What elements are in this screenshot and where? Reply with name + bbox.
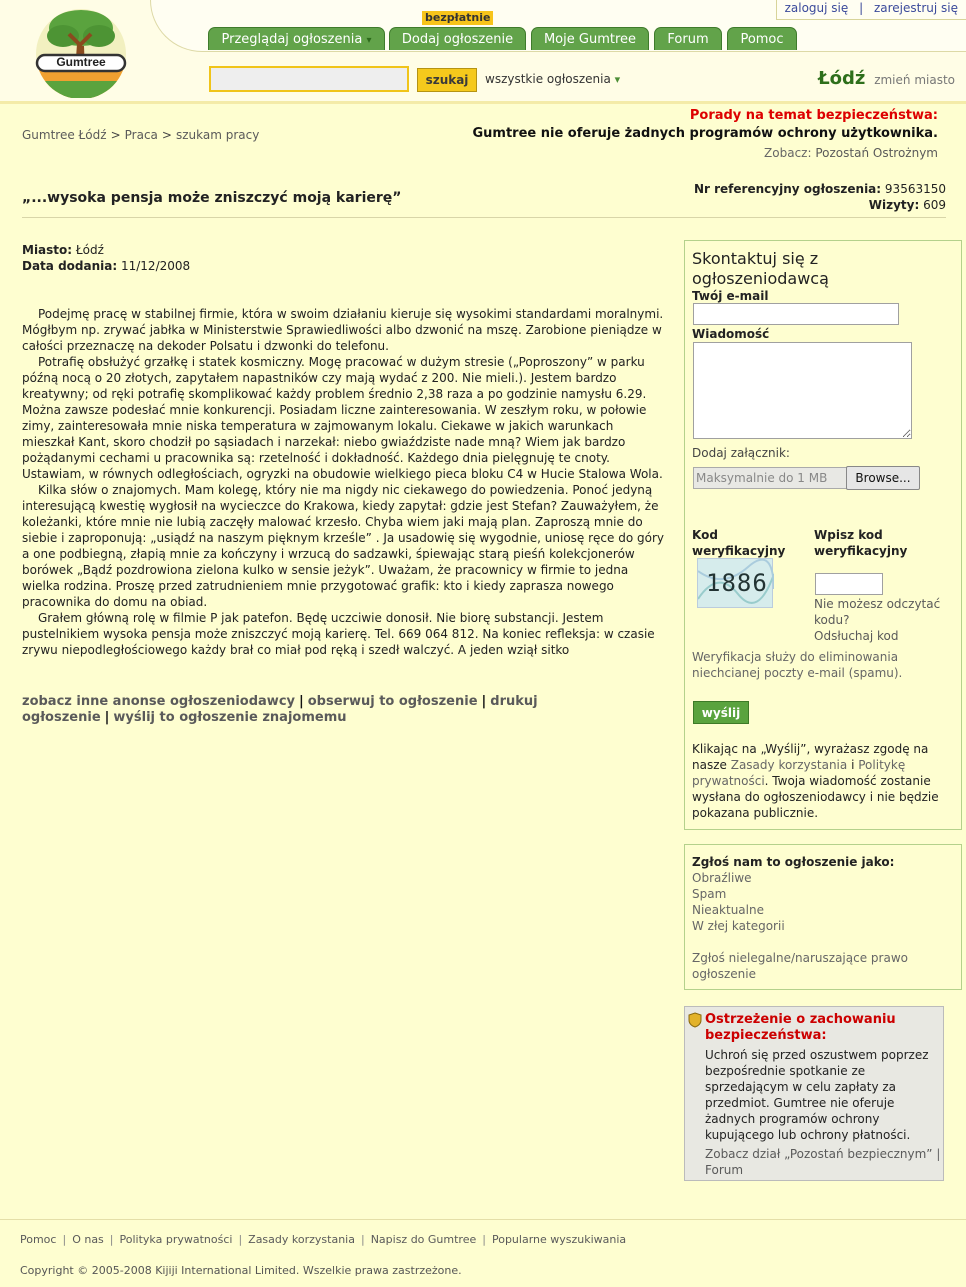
search-button[interactable]: szukaj bbox=[417, 68, 477, 92]
footer-links bbox=[20, 1233, 626, 1246]
stay-careful-link[interactable]: Pozostań Ostrożnym bbox=[815, 146, 938, 160]
visits-label: Wizyty: bbox=[868, 198, 920, 212]
register-link[interactable]: zarejestruj się bbox=[873, 1, 958, 15]
tab-browse-ads-label: Przeglądaj ogłoszenia bbox=[221, 32, 363, 47]
footer-popular-searches-link[interactable]: Popularne wyszukiwania bbox=[491, 1233, 627, 1246]
date-value: 11/12/2008 bbox=[120, 259, 191, 273]
captcha-help bbox=[814, 596, 954, 644]
chevron-down-icon: ▾ bbox=[614, 73, 621, 86]
top-links-separator: | bbox=[859, 1, 864, 15]
captcha-image bbox=[697, 558, 773, 608]
tab-add-ad-label: Dodaj ogłoszenie bbox=[401, 32, 514, 47]
footer-separator: | bbox=[62, 1233, 67, 1246]
search-scope-label: wszystkie ogłoszenia bbox=[485, 72, 611, 86]
ad-paragraph: Kilka słów o znajomych. Mam kolegę, który nie ma nigdy nic ciekawego do powiedzenia. Ponoć jedyną interesującą kwestię wygłosił na wycieczce do Krakowa, kiedy zapytał: gdzie jest Stefan? Zauważyłem, że koleżanki, które mnie nie lubią zaczęły malować krzesło. Chyba wiem jaki mają plan. Zaproszą mnie do siebie i zaproponują: „usiądź na naszym pięknym krześle” . Ja usadowię się wygodnie, uniosę ręce do góry a one podbiegną, złapią mnie za kończyny i wrzucą do sadzawki, śpiewając starą pieśń kolekcjonerów borówek „Bądź pozdrowiona zielona kulko w sensie jeżyk”. Uważam, że pracownicy w firmie to jedna wielka rodzina. Proszę przed zatrudnieniem mnie przygotować grafik: kto i kiedy zaprasza nowego pracownika do domu na obiad. bbox=[22, 483, 664, 609]
ref-number: 93563150 bbox=[884, 182, 946, 196]
city-label: Miasto: bbox=[22, 243, 73, 257]
report-wrong-category[interactable]: W złej kategorii bbox=[692, 919, 785, 933]
watch-ad-link[interactable]: obserwuj to ogłoszenie bbox=[307, 694, 478, 709]
city-value: Łódź bbox=[75, 243, 104, 257]
enter-code-label: Wpisz kod weryfikacyjny bbox=[814, 528, 908, 558]
contact-form bbox=[684, 240, 962, 830]
breadcrumb-subcategory[interactable]: szukam pracy bbox=[175, 128, 260, 142]
ad-reference bbox=[694, 181, 946, 213]
footer-terms-link[interactable]: Zasady korzystania bbox=[248, 1233, 355, 1246]
tree-logo-icon bbox=[33, 6, 129, 98]
captcha-text: 1886 bbox=[706, 569, 768, 597]
breadcrumb bbox=[22, 128, 259, 142]
ad-paragraph: Grałem główną rolę w filmie P jak patefon. Będę uczciwie donosił. Nie biorę substancji. Jestem pustelnikiem wysoka pensja może zniszczyć moją karierę. Tel. 669 064 812. Na koniec refleksja: w czasie zrywu niepodległościowego każdy brał co miał pod ręką i szedł walczyć. A jeden wziął sitko bbox=[22, 611, 655, 657]
forum-link[interactable]: Forum bbox=[705, 1163, 744, 1177]
current-city: Łódź bbox=[818, 68, 866, 89]
footer-separator: | bbox=[109, 1233, 114, 1246]
warning-links-separator: | bbox=[936, 1147, 941, 1161]
tab-add-ad[interactable] bbox=[389, 27, 526, 50]
search-input[interactable] bbox=[209, 66, 409, 92]
city-selector bbox=[818, 68, 955, 89]
footer-privacy-link[interactable]: Polityka prywatności bbox=[119, 1233, 233, 1246]
ad-meta bbox=[22, 242, 190, 274]
site-header bbox=[0, 0, 966, 104]
captcha-input[interactable] bbox=[815, 573, 883, 595]
report-spam[interactable]: Spam bbox=[692, 887, 727, 901]
report-ad-box bbox=[684, 844, 962, 990]
ref-label: Nr referencyjny ogłoszenia: bbox=[693, 182, 882, 196]
breadcrumb-home[interactable]: Gumtree Łódź bbox=[22, 128, 107, 142]
tab-forum[interactable] bbox=[654, 27, 722, 50]
warning-title: Ostrzeżenie o zachowaniu bezpieczeństwa: bbox=[705, 1012, 896, 1043]
date-label: Data dodania: bbox=[22, 259, 118, 273]
safety-warning-box bbox=[684, 1006, 944, 1181]
terms-link[interactable]: Zasady korzystania bbox=[730, 758, 848, 772]
login-link[interactable]: zaloguj się bbox=[784, 1, 849, 15]
consent-and: i bbox=[851, 758, 855, 772]
verification-note: Weryfikacja służy do eliminowania niechcianej poczty e-mail (spamu). bbox=[692, 650, 903, 680]
safety-see-prefix: Zobacz: bbox=[764, 146, 812, 160]
footer-about-link[interactable]: O nas bbox=[72, 1233, 104, 1246]
report-heading: Zgłoś nam to ogłoszenie jako: bbox=[692, 855, 895, 869]
privacy-link[interactable]: Politykę prywatności bbox=[692, 758, 906, 788]
footer-contact-link[interactable]: Napisz do Gumtree bbox=[370, 1233, 477, 1246]
message-field[interactable] bbox=[693, 342, 912, 439]
consent-text-start: Klikając na „Wyślij”, wyrażasz zgodę na nasze bbox=[692, 742, 929, 772]
email-label: Twój e-mail bbox=[692, 289, 769, 303]
browse-button[interactable]: Browse... bbox=[846, 466, 920, 490]
footer-help-link[interactable]: Pomoc bbox=[20, 1233, 57, 1246]
consent-text bbox=[692, 741, 954, 821]
report-offensive[interactable]: Obraźliwe bbox=[692, 871, 752, 885]
action-separator: | bbox=[481, 694, 487, 709]
footer-separator: | bbox=[482, 1233, 486, 1246]
safety-tips-heading: Porady na temat bezpieczeństwa: bbox=[689, 108, 938, 123]
title-divider bbox=[22, 217, 946, 218]
send-to-friend-link[interactable]: wyślij to ogłoszenie znajomemu bbox=[113, 710, 347, 725]
contact-title: Skontaktuj się z ogłoszeniodawcą bbox=[692, 249, 829, 288]
consent-text-end: . Twoja wiadomość zostanie wysłana do ogłoszeniodawcy i nie będzie pokazana publicznie. bbox=[692, 774, 939, 820]
footer-separator: | bbox=[238, 1233, 243, 1246]
other-ads-link[interactable]: zobacz inne anonse ogłoszeniodawcy bbox=[22, 694, 295, 709]
report-illegal[interactable]: Zgłoś nielegalne/naruszające prawo ogłoszenie bbox=[692, 951, 908, 981]
send-button[interactable]: wyślij bbox=[693, 701, 749, 724]
attachment-field[interactable]: Maksymalnie do 1 MB bbox=[693, 467, 847, 489]
logo-text: Gumtree bbox=[56, 55, 106, 69]
ad-title: „...wysoka pensja może zniszczyć moją karierę” bbox=[22, 190, 402, 206]
warning-text: Uchroń się przed oszustwem poprzez bezpośrednie spotkanie ze sprzedającym w celu zapłaty za przedmiot. Gumtree nie oferuje żadnych programów ochrony kupującego lub ochrony płatności. bbox=[705, 1048, 929, 1142]
account-links bbox=[776, 0, 966, 20]
footer-divider bbox=[0, 1219, 966, 1220]
change-city-link[interactable]: zmień miasto bbox=[874, 73, 955, 87]
ad-paragraph: Podejmę pracę w stabilnej firmie, która w swoim działaniu kieruje się wysokimi standardami moralnymi. Mógłbym np. zrywać jabłka w Ministerstwie Sprawiedliwości albo dzwonić na mszę. Zarobione pieniądze w całości przeznaczę na dekoder Polsatu i dzwonki do telefonu. bbox=[22, 307, 664, 353]
free-badge: bezpłatnie bbox=[422, 11, 493, 25]
action-separator: | bbox=[299, 694, 304, 709]
breadcrumb-category[interactable]: Praca bbox=[124, 128, 158, 142]
email-field[interactable] bbox=[693, 303, 899, 325]
code-label: Kod weryfikacyjny bbox=[692, 528, 786, 558]
footer-separator: | bbox=[360, 1233, 365, 1246]
ad-description bbox=[22, 306, 665, 658]
action-separator: | bbox=[104, 710, 110, 725]
breadcrumb-separator: > bbox=[110, 128, 121, 142]
stay-safe-link[interactable]: Zobacz dział „Pozostań bezpiecznym” bbox=[705, 1147, 933, 1161]
chevron-down-icon: ▾ bbox=[366, 35, 372, 46]
visits-count: 609 bbox=[923, 198, 946, 212]
ad-actions bbox=[22, 694, 662, 726]
shield-icon bbox=[688, 1012, 702, 1028]
gumtree-logo[interactable] bbox=[33, 6, 129, 98]
warning-links bbox=[705, 1146, 941, 1178]
tab-help-label: Pomoc bbox=[740, 32, 784, 47]
tab-help[interactable] bbox=[727, 27, 797, 50]
safety-tips bbox=[473, 108, 939, 162]
tab-my-gumtree[interactable] bbox=[531, 27, 649, 50]
message-label: Wiadomość bbox=[692, 327, 770, 341]
copyright: Copyright © 2005-2008 Kijiji International Limited. Wszelkie prawa zastrzeżone. bbox=[20, 1264, 462, 1277]
ad-paragraph: Potrafię obsłużyć grzałkę i statek kosmiczny. Mogę pracować w dużym stresie („Poproszony” w parku późną nocą o 20 złotych, zapytałem napastników czy mają wydać z 200. Nie mieli.). Jestem bardzo kreatywny; od ręki potrafię skomplikować każdy problem średnio 2,38 raza a po godzinie namysłu 6.29. Można zawsze podesłać mnie konkurencji. Posiadam liczne zainteresowania. W zeszłym roku, w połowie zimy, zainteresowała mnie niska temperatura w zajmowanym lokalu. Ciekawe w jakich warunkach mieszkał Kant, skoro chodził po sąsiadach i narzekał: niebo gwiaździste nade mną? Wiem jak bardzo pożądanymi cechami u pracownika są: rzetelność i dokładność. Każdego dnia pielęgnuję te cnoty. Ustawiam, w równych odległościach, ogryzki na obudowie wielkiego pieca bloku C4 w Hucie Stalowa Wola. bbox=[22, 355, 663, 481]
tab-browse-ads[interactable] bbox=[208, 27, 385, 50]
attachment-label: Dodaj załącznik: bbox=[692, 446, 790, 460]
report-outdated[interactable]: Nieaktualne bbox=[692, 903, 764, 917]
tab-forum-label: Forum bbox=[667, 32, 709, 47]
breadcrumb-separator: > bbox=[161, 128, 172, 142]
cant-read-code-link[interactable]: Nie możesz odczytać kodu? bbox=[814, 597, 941, 627]
listen-code-link[interactable]: Odsłuchaj kod bbox=[814, 629, 899, 643]
safety-tips-text: Gumtree nie oferuje żadnych programów ochrony użytkownika. bbox=[472, 126, 938, 141]
print-ad-link[interactable]: drukuj ogłoszenie bbox=[22, 694, 538, 725]
tab-my-gumtree-label: Moje Gumtree bbox=[543, 32, 637, 47]
search-scope-dropdown[interactable] bbox=[485, 72, 620, 86]
